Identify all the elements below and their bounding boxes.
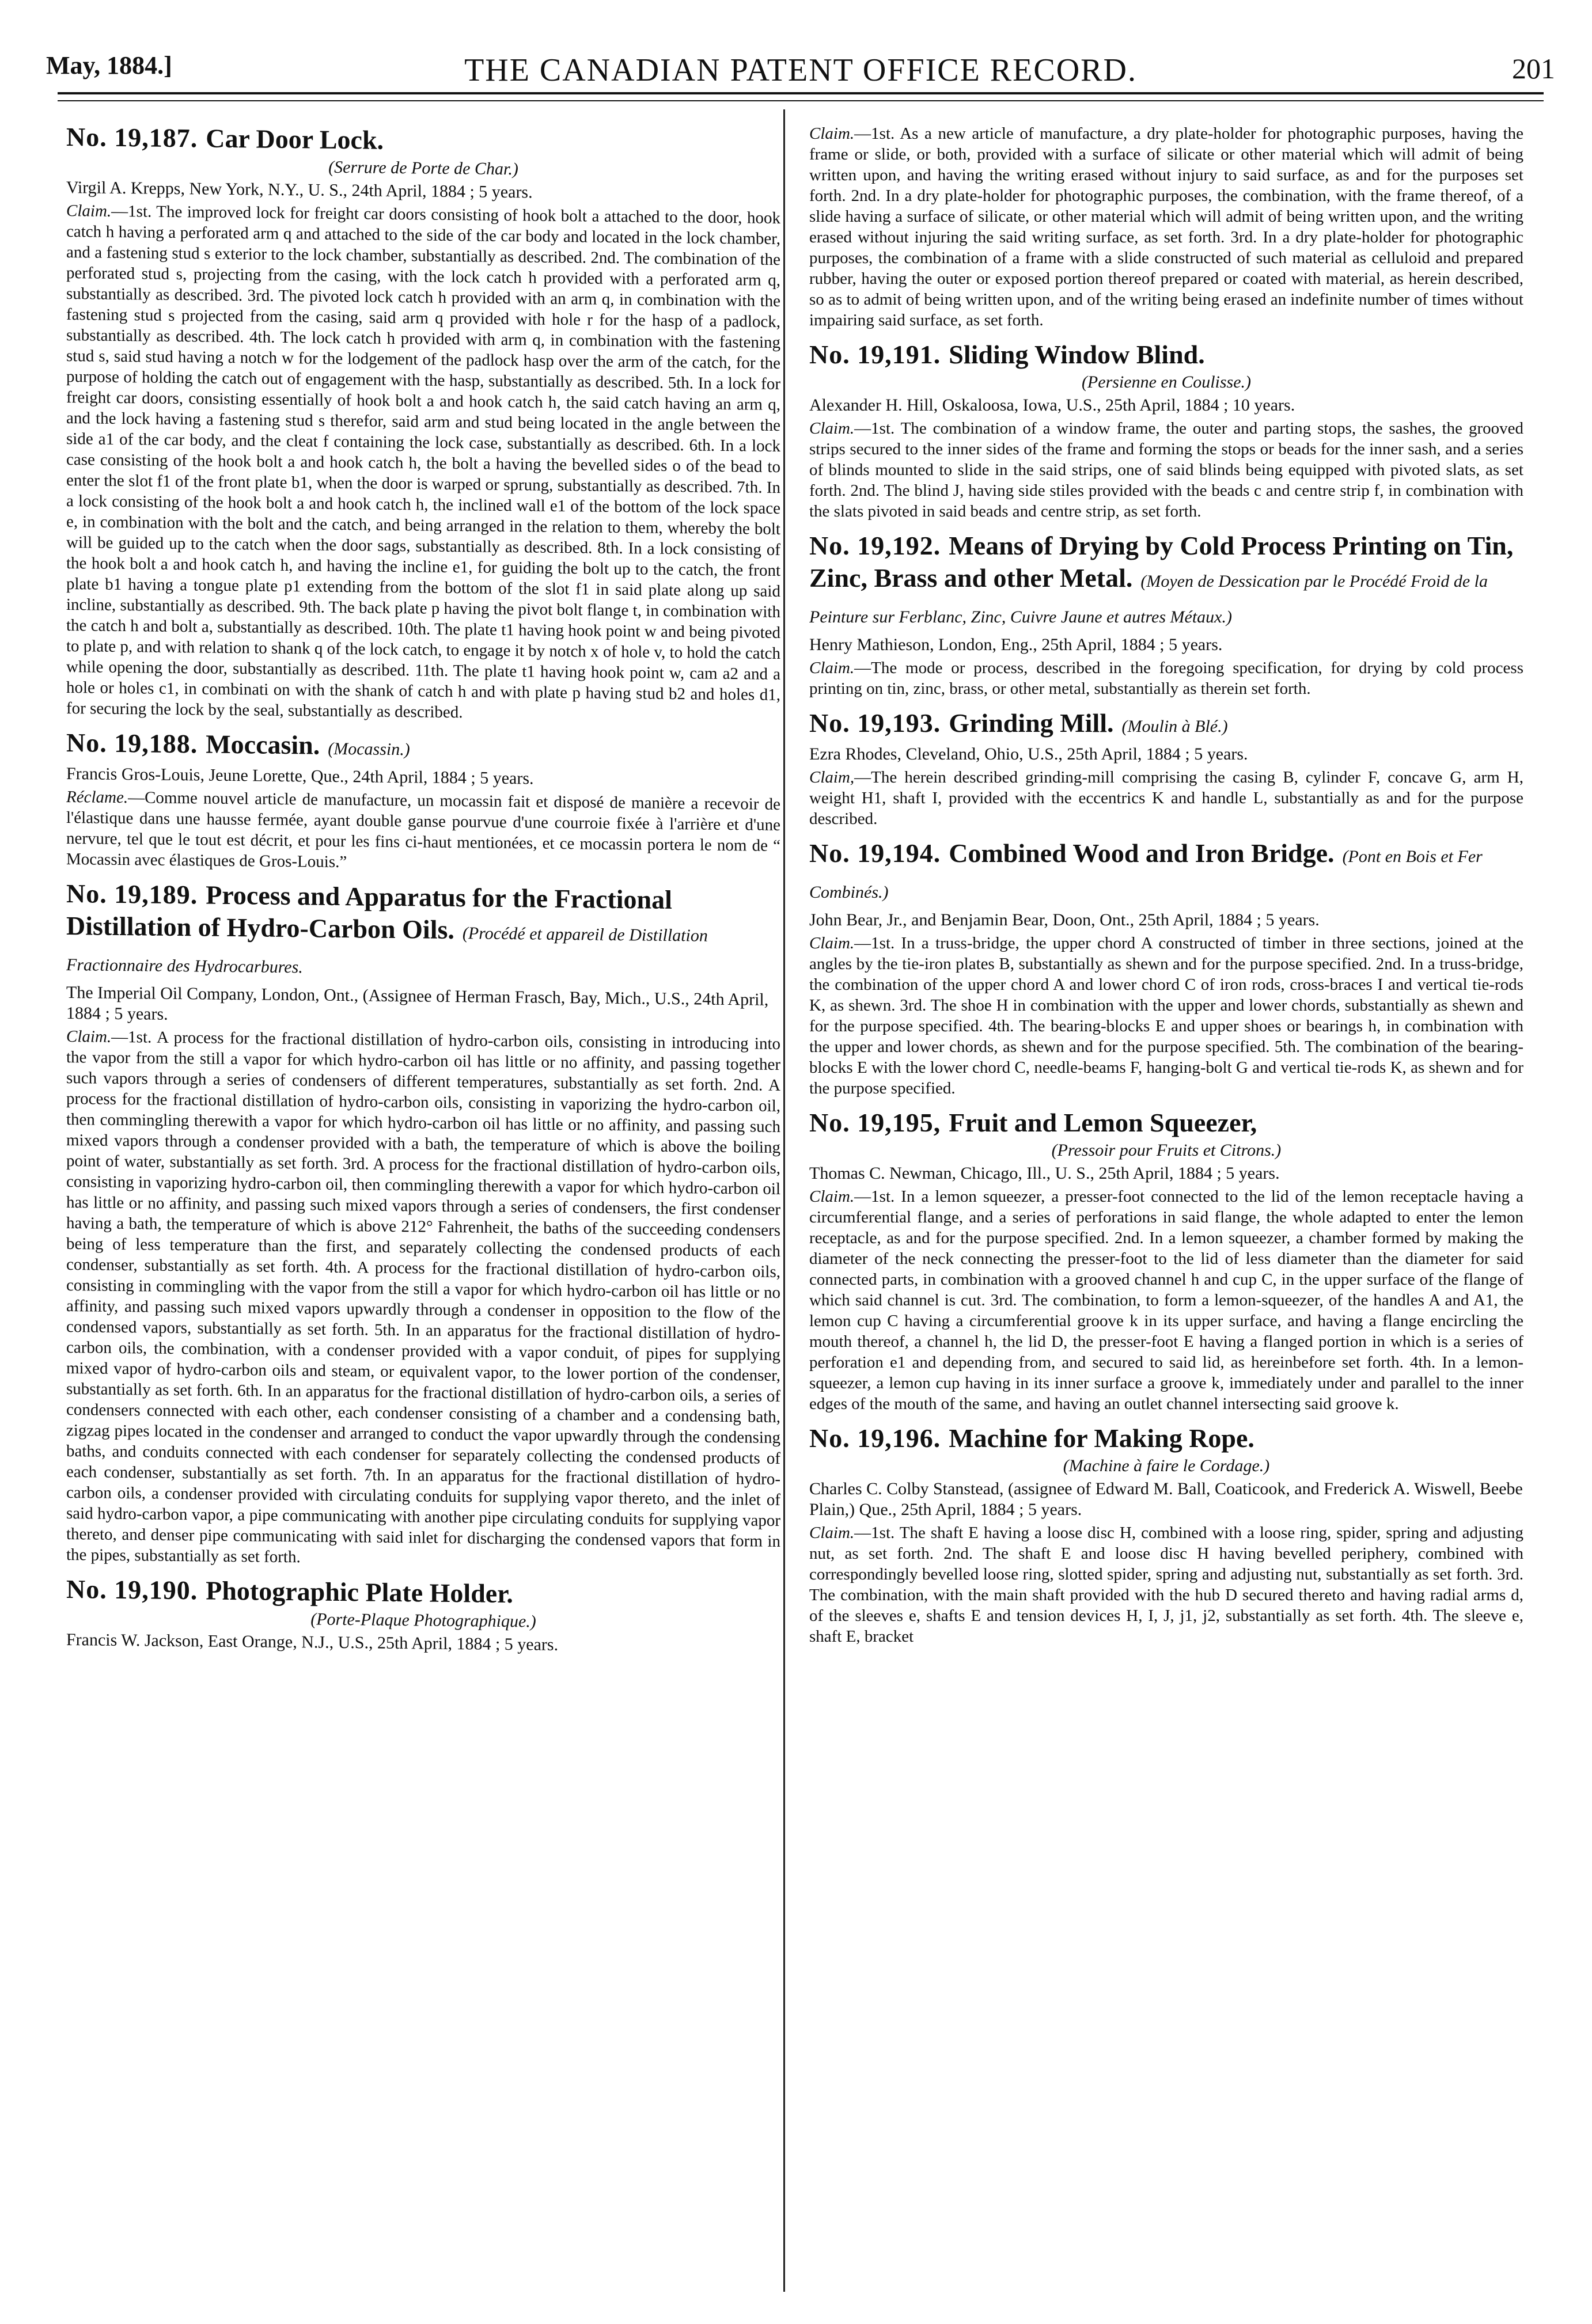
patent-number: No. 19,189. [66, 879, 198, 910]
claim-text [809, 1522, 1523, 1647]
patent-entry [809, 837, 1523, 1099]
patent-number: No. 19,193. [809, 708, 941, 738]
french-title: (Mocassin.) [328, 739, 410, 760]
claim-body: —1st. In a truss-bridge, the upper chord A constructed of timber in three sections, joined at the angles by the tie-iron plates B, substantially as shewn and for the purpose specified. 2nd. In a truss-bridge, the combination of the upper chord A and lower chord C of iron rods, cross-braces I and vertical tie-rods K, as shewn. 3rd. The shoe H in combination with the upper and lower chords, substantially as shewn and for the purpose specified. 4th. The bearing-blocks E and upper shoes or bearings h, in combination with the upper and lower chords, as shewn and for the purpose specified. 5th. The combination of the bearing-blocks E with the lower chord C, needle-beams F, hanging-bolt G and vertical tie-rods K, as shewn and for the purpose specified. [809, 934, 1523, 1098]
claim-label: Réclame. [66, 788, 128, 807]
claim-text [66, 787, 780, 877]
patent-heading [809, 1107, 1523, 1139]
patent-title: Sliding Window Blind. [949, 340, 1205, 369]
page-header [23, 23, 1578, 88]
patent-entry [66, 121, 780, 726]
patentee-line: Alexander H. Hill, Oskaloosa, Iowa, U.S., 25th April, 1884 ; 10 years. [809, 396, 1295, 415]
patentee-line: Francis W. Jackson, East Orange, N.J., U.S., 25th April, 1884 ; 5 years. [66, 1630, 559, 1654]
claim-label: Claim. [66, 202, 112, 221]
patent-heading [809, 339, 1523, 371]
patent-entry [66, 878, 780, 1573]
patent-title: Process and Apparatus for the Fractional Distillation of Hydro-Carbon Oils. [66, 880, 672, 945]
patent-number: No. 19,187. [66, 122, 198, 153]
patentee-line: Ezra Rhodes, Cleveland, Ohio, U.S., 25th April, 1884 ; 5 years. [809, 745, 1248, 764]
claim-text [66, 1026, 780, 1573]
claim-label: Claim. [809, 1524, 855, 1542]
french-title: (Machine à faire le Cordage.) [1063, 1456, 1270, 1475]
journal-title: THE CANADIAN PATENT OFFICE RECORD. [464, 52, 1137, 88]
claim-body: —1st. The combination of a window frame, the outer and parting stops, the sashes, the grooved strips secured to the inner sides of the frame and forming the stops or beads for the inner sash, and a series of blinds mounted to slide in the said strips, one of said blinds being equipped with pivoted slats, as set forth. 2nd. The blind J, having side stiles provided with the beads c and centre strip f, in combination with the slats pivoted in said beads and centre strip, as set forth. [809, 419, 1523, 521]
claim-text [809, 658, 1523, 699]
right-column [809, 121, 1523, 2298]
french-title: (Persienne en Coulisse.) [1081, 373, 1252, 392]
claim-body: —1st. In a lemon squeezer, a presser-foot connected to the lid of the lemon receptacle having a circumferential flange, and a series of perforations in said flange, the whole adapted to enter the lemon receptacle, as and for the purpose specified. 2nd. In a lemon squeezer, a chamber formed by making the diameter of the neck connecting the presser-foot to the lid of less diameter than the diameter for said connected parts, in combination with a grooved channel h and cup C, in the upper surface of the flange of which said channel is cut. 3rd. The combination, to form a lemon-squeezer, of the handles A and A1, the lemon cup C having a circumferential groove k in its upper surface, and having a flange encircling the mouth thereof, a channel h, the lid D, the presser-foot E having a flanged portion in which is a series of perforation e1 and depending from, and secured to said lid, as hereinbefore set forth. 4th. In a lemon-squeezer, a lemon cup having in its inner surface a groove k, immediately under and parallel to the inner edges of the mouth of the same, and having an outlet channel intersecting said groove k. [809, 1187, 1523, 1413]
patent-entry [809, 1422, 1523, 1647]
patentee-line: Henry Mathieson, London, Eng., 25th April, 1884 ; 5 years. [809, 635, 1223, 654]
patent-number: No. 19,191. [809, 340, 941, 369]
patent-entry [809, 1107, 1523, 1414]
claim-label: Claim. [66, 1027, 112, 1046]
claim-label: Claim. [809, 419, 855, 438]
patent-heading [809, 1422, 1523, 1455]
patentee-line: Charles C. Colby Stanstead, (assignee of Edward M. Ball, Coaticook, and Frederick A. Wiswell, Beebe Plain,) Que., 25th April, 1884 ; 5 years. [809, 1479, 1523, 1519]
french-title: (Porte-Plaque Photographique.) [310, 1609, 536, 1631]
french-title: (Pont en Bois et Fer Combinés.) [809, 847, 1483, 902]
patent-entry [809, 339, 1523, 522]
french-title: (Moulin à Blé.) [1121, 717, 1228, 736]
patent-number: No. 19,196. [809, 1423, 941, 1453]
patent-heading [809, 530, 1523, 633]
patent-title: Fruit and Lemon Squeezer, [949, 1108, 1257, 1137]
claim-text [809, 933, 1523, 1099]
patent-heading [809, 837, 1523, 909]
claim-body: —1st. As a new article of manufacture, a dry plate-holder for photographic purposes, having the frame or slide, or both, provided with a surface of silicate or other material which will admit of being written upon, and having the writing erased without injury to said surface, as and for the purposes set forth. 2nd. In a dry plate-holder for photographic purposes, the combination, with the frame thereof, of a slide having a surface of silicate, or other material which will admit of being written upon, and the writing erased without injuring the said writing surface, as set forth. 3rd. In a dry plate-holder for photographic purposes, the combination of a frame with a slide constructed of such material as celluloid and prepared rubber, having the outer or exposed portion thereof prepared or coated with material, as herein described, so as to admit of being written upon, and of the writing being erased an indefinite number of times without impairing said surface, as set forth. [809, 124, 1523, 329]
patent-number: No. 19,195, [809, 1108, 941, 1137]
patent-entry [66, 727, 780, 877]
claim-text [809, 123, 1523, 331]
patentee-line: Thomas C. Newman, Chicago, Ill., U. S., 25th April, 1884 ; 5 years. [809, 1164, 1280, 1183]
french-title: (Serrure de Porte de Char.) [328, 157, 518, 179]
patent-number: No. 19,194. [809, 838, 941, 868]
claim-body: —1st. A process for the fractional distillation of hydro-carbon oils, consisting in introducing into the vapor from the still a vapor for which hydro-carbon oil has little or no affinity, and passing together such vapors through a series of condensers of different temperatures, substantially as set forth. 2nd. A process for the fractional distillation of hydro-carbon oils, consisting in vaporizing the hydro-carbon oil, then commingling therewith a vapor for which hydro-carbon oil has little or no affinity, and passing such mixed vapors through a condenser provided with a bath, the temperature of which is above the boiling point of water, substantially as set forth. 3rd. A process for the fractional distillation of hydro-carbon oils, consisting in vaporizing hydro-carbon oil, then commingling therewith a vapor for which hydro-carbon oil has little or no affinity, and passing such mixed vapors through a series of condensers, the first condenser having a bath, the temperature of which is above 212° Fahrenheit, the baths of the succeeding condensers being of less temperature than the first, and separately collecting the condensed products of each condenser, substantially as set forth. 4th. A process for the fractional distillation of hydro-carbon oils, consisting in commingling with the vapor from the still a vapor for which hydro-carbon oil has little or no affinity, and passing such mixed vapors upwardly through a condenser in opposition to the flow of the condensed vapors, substantially as set forth. 5th. In an apparatus for the fractional distillation of hydro-carbon oils, the combination, with a condenser provided with a vapor conduit, of pipes for supplying mixed vapor of hydro-carbon oils and steam, or equivalent vapor, to the lower portion of the condenser, substantially as set forth. 6th. In an apparatus for the fractional distillation of hydro-carbon oils, a series of condensers connected with each other, each condenser consisting of a chamber and a condensing bath, zigzag pipes located in the condenser and arranged to conduct the vapor upwardly through the condensing baths, and conduits connected with each condenser for separately collecting the condensed products of each condenser, substantially as set forth. 7th. In an apparatus for the fractional distillation of hydro-carbon oils, a condenser provided with circulating conduits for supplying vapor thereto, and the inlet of said hydro-carbon vapor, a pipe communicating with another pipe circulating conduits for supplying vapor thereto, and denser pipe communicating with said inlet for discharging the condensed vapors that form in the pipes, substantially as set forth. [66, 1027, 780, 1567]
claim-body: —Comme nouvel article de manufacture, un mocassin fait et disposé de manière a recevoir de l'élastique dans une hausse fermée, ayant double ganse pourvue d'une courroie fixée à l'arrière et d'une nervure, tel que le tout est décrit, et pour les fins ci-haut mentionées, et ce mocassin portera le nom de “ Mocassin avec élastiques de Gros-Louis.” [66, 788, 780, 872]
patent-title: Moccasin. [206, 729, 320, 760]
patent-number: No. 19,192. [809, 531, 941, 560]
claim-text [809, 1186, 1523, 1414]
patentee-line: The Imperial Oil Company, London, Ont., (Assignee of Herman Frasch, Bay, Mich., U.S., 24th April, 1884 ; 5 years. [66, 983, 769, 1024]
claim-label: Claim. [809, 1187, 855, 1206]
claim-body: —1st. The improved lock for freight car doors consisting of hook bolt a attached to the door, hook catch h having a perforated arm q and attached to the side of the car body and located in the lock chamber, and a fastening stud s exterior to the lock chamber, substantially as described. 2nd. The combination of the perforated stud s, projecting from the casing, with the lock catch h provided with a perforated arm q, substantially as described. 3rd. The pivoted lock catch h provided with an arm q, in combination with the fastening stud s projected from the casing, said arm q provided with hole r for the hasp of a padlock, substantially as described. 4th. The lock catch h provided with arm q, in combination with the fastening stud s, said stud having a notch w for the lodgement of the padlock hasp over the arm of the catch, for the purpose of holding the catch out of engagement with the hasp, substantially as described. 5th. In a lock for freight car doors, consisting essentially of hook bolt a and hook catch h, the said catch having an arm q, and the lock having a fastening stud s therefor, said arm and stud being located in the angle between the side a1 of the car body, and the cleat f containing the lock case, substantially as described. 6th. In a lock case consisting of the hook bolt a and hook catch h, the bolt a having the bevelled sides o of the bead to enter the slot f1 of the front plate b1, when the door is warped or sprung, substantially as described. 7th. In a lock consisting of the hook bolt a and hook catch h, the inclined wall e1 of the bottom of the lock space e, in combination with the bolt and the catch, and being arranged in the relation to them, whereby the bolt will be guided up to the catch when the door sags, substantially as described. 8th. In a lock consisting of the hook bolt a and hook catch h, and having the incline e1, for guiding the bolt up to the catch, the front plate b1 having a tongue plate p1 extending from the bottom of the slot f1 in said plate along up said incline, substantially as described. 9th. The back plate p having the pivot bolt flange t, in combination with the catch h and bolt a, substantially as described. 10th. The plate t1 having hook point w and being pivoted to plate p, and with relation to shank q of the lock catch, to engage it by notch x of hole v, to hold the catch while opening the door, substantially as described. 11th. The plate t1 having hook point w, cam a2 and a hole or holes c1, in combinati on with the shank of catch h and with plate p having stud b2 and holes d1, for securing the lock by the seal, substantially as described. [66, 202, 780, 722]
patent-title: Grinding Mill. [949, 708, 1114, 738]
french-title: (Moyen de Dessication par le Procédé Froid de la Peinture sur Ferblanc, Zinc, Cuivre Jaune et autres Métaux.) [809, 572, 1488, 626]
patent-entry-continued [809, 123, 1523, 331]
french-title: (Pressoir pour Fruits et Citrons.) [1051, 1141, 1282, 1160]
french-title: (Procédé et appareil de Distillation Fractionnaire des Hydrocarbures. [66, 924, 708, 977]
issue-date: May, 1884.] [46, 51, 172, 79]
patent-number: No. 19,190. [66, 1574, 198, 1605]
patentee-line: Virgil A. Krepps, New York, N.Y., U. S., 24th April, 1884 ; 5 years. [66, 178, 533, 202]
claim-body: —The mode or process, described in the foregoing specification, for drying by cold process printing on tin, zinc, brass, or other metal, substantially as therein set forth. [809, 659, 1523, 698]
patent-entry [809, 707, 1523, 829]
patentee-line: Francis Gros-Louis, Jeune Lorette, Que., 24th April, 1884 ; 5 years. [66, 764, 534, 788]
patent-entry [809, 530, 1523, 699]
patent-heading [66, 727, 780, 770]
claim-label: Claim. [809, 934, 855, 952]
claim-text [809, 418, 1523, 522]
patent-heading [66, 878, 780, 989]
patentee-line: John Bear, Jr., and Benjamin Bear, Doon, Ont., 25th April, 1884 ; 5 years. [809, 910, 1320, 929]
column-divider [783, 109, 785, 2292]
left-column [66, 121, 780, 2298]
patent-title: Means of Drying by Cold Process Printing on Tin, Zinc, Brass and other Metal. [809, 531, 1514, 593]
patent-title: Car Door Lock. [206, 123, 384, 155]
patent-heading [809, 707, 1523, 743]
patent-number: No. 19,188. [66, 728, 198, 759]
claim-text [66, 200, 780, 726]
header-rule [58, 92, 1544, 101]
claim-label: Claim. [809, 659, 855, 677]
patent-title: Photographic Plate Holder. [206, 1575, 513, 1609]
claim-body: —The herein described grinding-mill comprising the casing B, cylinder F, concave G, arm H, weight H1, shaft I, provided with the eccentrics K and handle L, substantially as and for the purpose described. [809, 768, 1523, 828]
patent-entry [66, 1573, 780, 1658]
claim-text [809, 767, 1523, 829]
claim-body: —1st. The shaft E having a loose disc H, combined with a loose ring, spider, spring and adjusting nut, as set forth. 2nd. The shaft E and loose disc H having bevelled periphery, combined with correspondingly bevelled loose ring, slotted spider, spring and adjusting nut, substantially as set forth. 3rd. The combination, with the main shaft provided with the hub D secured thereto and having radial arms d, of the sleeves e, shafts E and tension devices H, I, J, j1, j2, substantially as set forth. 4th. The sleeve e, shaft E, bracket [809, 1524, 1523, 1646]
page-number: 201 [1512, 52, 1555, 85]
claim-label: Claim, [809, 768, 855, 787]
patent-title: Machine for Making Rope. [949, 1423, 1254, 1453]
patent-title: Combined Wood and Iron Bridge. [949, 838, 1335, 868]
claim-label: Claim. [809, 124, 855, 143]
